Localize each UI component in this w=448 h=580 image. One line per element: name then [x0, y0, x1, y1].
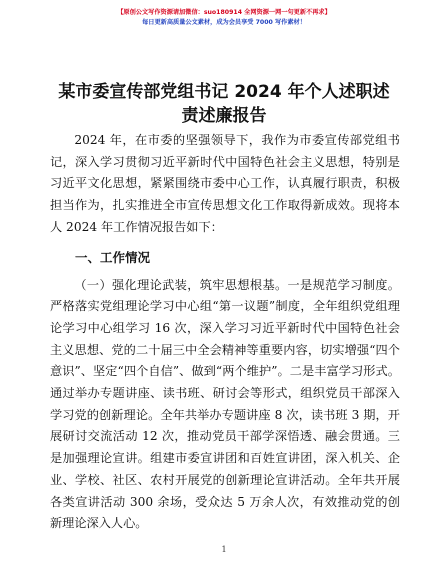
promo-banner-line1: 【原创公文写作资源请加微信：suo180914 全网资源一网一句更新不再求】 [117, 9, 331, 16]
section-heading-work-situation: 一、工作情况 [75, 249, 151, 265]
promo-banner [0, 8, 448, 28]
promo-banner-line2: 每日更新高质量公文素材，成为会员享受 7000 写作素材！ [142, 19, 306, 26]
intro-paragraph: 2024 年，在市委的坚强领导下，我作为市委宣传部党组书记，深入学习贯彻习近平新时代中国特色社会主义思想，特别是习近平文化思想，紧紧围绕市委中心工作，认真履行职责，积极担当作为，扎实推进全市宣传思想文化工作取得新成效。现将本人 2024 年工作情况报告如下： [50, 133, 400, 234]
document-body [50, 130, 400, 535]
section-paragraph-theory: （一）强化理论武装，筑牢思想根基。一是规范学习制度。严格落实党组理论学习中心组“第一议题”制度，全年组织党组理论学习中心组学习 16 次，深入学习习近平新时代中国特色社会主义思想、党的二十届三中全会精神等重要内容，切实增强“四个意识”、坚定“四个自信”、做到“两个维护”。二是丰富学习形式。通过举办专题讲座、读书班、研讨会等形式，组织党员干部深入学习党的创新理论。全年共举办专题讲座 8 次，读书班 3 期，开展研讨交流活动 12 次，推动党员干部学深悟透、融会贯通。三是加强理论宣讲。组建市委宣讲团和百姓宣讲团，深入机关、企业、学校、社区、农村开展党的创新理论宣讲活动。全年共开展各类宣讲活动 300 余场，受众达 5 万余人次，有效推动党的创新理论深入人心。 [50, 277, 400, 531]
document-title: 某市委宣传部党组书记 2024 年个人述职述责述廉报告 [58, 82, 390, 126]
page-number: 1 [221, 545, 227, 554]
